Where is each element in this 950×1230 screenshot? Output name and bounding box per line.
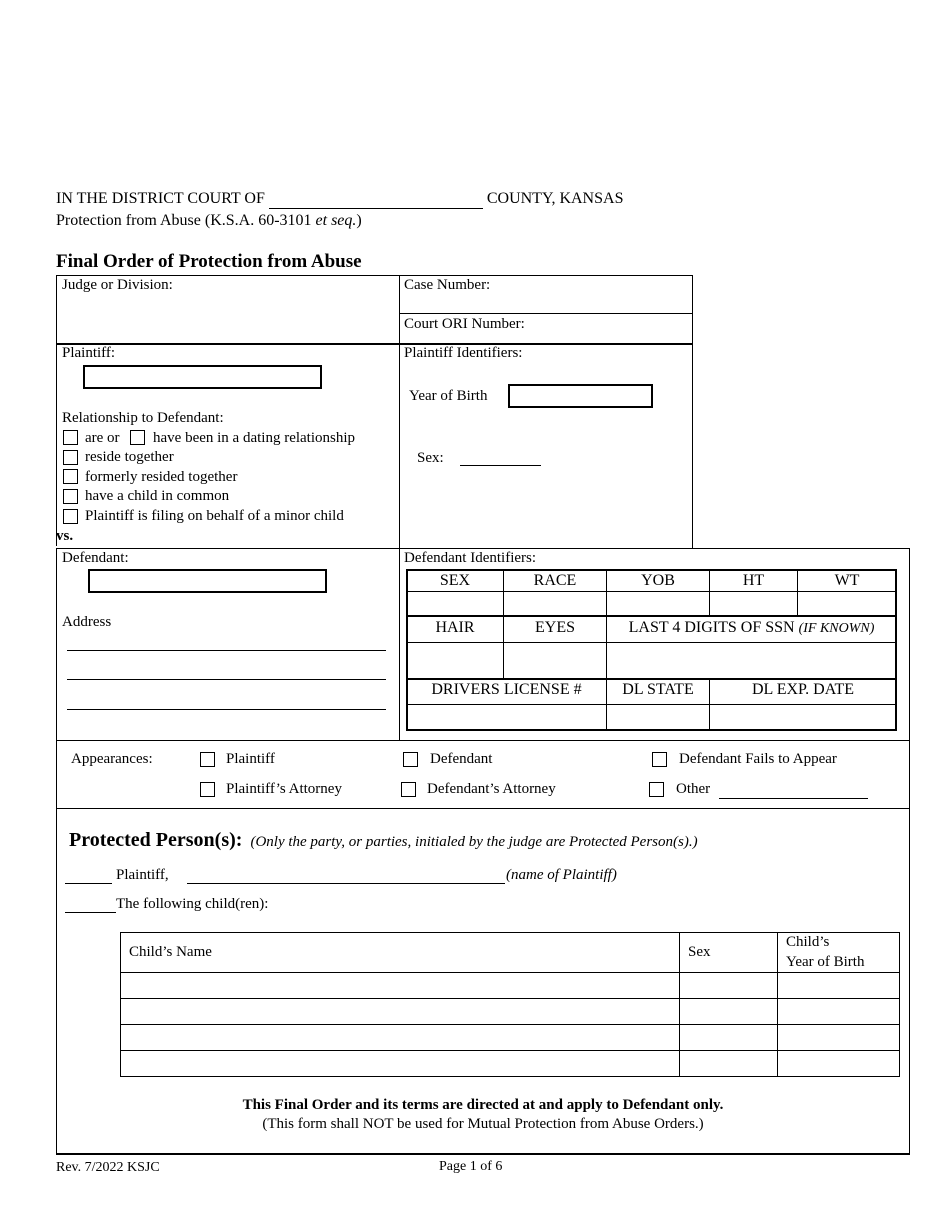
- child-name-header: Child’s Name: [129, 944, 212, 960]
- child-yob-header-2: Year of Birth: [786, 954, 865, 970]
- appearance-plaintiff-attorney-label: Plaintiff’s Attorney: [226, 781, 342, 797]
- appearances-label: Appearances:: [71, 751, 153, 767]
- plaintiff-identifiers-label: Plaintiff Identifiers:: [404, 345, 523, 361]
- appearance-other-blank[interactable]: [719, 798, 868, 799]
- reside-together-checkbox[interactable]: [63, 450, 78, 465]
- notice-bold: This Final Order and its terms are directed at and apply to Defendant only.: [242, 1097, 724, 1113]
- plaintiff-initial-blank[interactable]: [65, 883, 112, 884]
- judge-label: Judge or Division:: [62, 277, 173, 293]
- appearance-defendant-attorney-checkbox[interactable]: [401, 782, 416, 797]
- appearance-defendant-label: Defendant: [430, 751, 493, 767]
- statute-prefix: Protection from Abuse (K.S.A. 60-3101: [56, 212, 316, 229]
- plaintiff-name-blank[interactable]: [187, 883, 505, 884]
- relationship-label: Relationship to Defendant:: [62, 410, 224, 426]
- minor-child-checkbox[interactable]: [63, 509, 78, 524]
- defendant-identifiers-label: Defendant Identifiers:: [404, 550, 537, 566]
- address-label: Address: [62, 614, 112, 630]
- ssn-label: LAST 4 DIGITS OF SSN: [628, 619, 799, 636]
- children-initial-blank[interactable]: [65, 912, 116, 913]
- id-hair-header: HAIR: [435, 619, 475, 636]
- table-row[interactable]: [120, 1050, 900, 1051]
- plaintiff-name-field[interactable]: [83, 365, 322, 389]
- are-checkbox[interactable]: [63, 430, 78, 445]
- revision-label: Rev. 7/2022 KSJC: [56, 1160, 160, 1175]
- appearance-defendant-attorney-label: Defendant’s Attorney: [427, 781, 556, 797]
- id-dl-state-header: DL STATE: [622, 681, 694, 698]
- year-of-birth-label: Year of Birth: [409, 388, 488, 404]
- statute-line: [56, 212, 362, 230]
- id-eyes-header: EYES: [535, 619, 575, 636]
- children-table: [120, 932, 900, 1077]
- id-ssn-header: [607, 619, 896, 637]
- id-ht-header: HT: [742, 572, 765, 589]
- protected-heading-line: [69, 829, 698, 852]
- notice-normal: (This form shall NOT be used for Mutual Protection from Abuse Orders.): [262, 1116, 704, 1132]
- children-label: The following child(ren):: [116, 896, 269, 912]
- plaintiff-name-hint: (name of Plaintiff): [506, 867, 617, 883]
- page-number: Page 1 of 6: [439, 1159, 503, 1174]
- court-prefix: IN THE DISTRICT COURT OF: [56, 190, 265, 207]
- id-sex-header: SEX: [439, 572, 471, 589]
- appearance-plaintiff-checkbox[interactable]: [200, 752, 215, 767]
- have-been-checkbox[interactable]: [130, 430, 145, 445]
- child-sex-header: Sex: [688, 944, 711, 960]
- minor-child-label: Plaintiff is filing on behalf of a minor child: [85, 508, 344, 524]
- id-wt-header: WT: [834, 572, 860, 589]
- defendant-label: Defendant:: [62, 550, 129, 566]
- formerly-resided-checkbox[interactable]: [63, 469, 78, 484]
- appearance-fails-label: Defendant Fails to Appear: [679, 751, 837, 767]
- child-in-common-label: have a child in common: [85, 488, 230, 504]
- table-row[interactable]: [120, 1024, 900, 1025]
- appearance-fails-checkbox[interactable]: [652, 752, 667, 767]
- plaintiff-label: Plaintiff:: [62, 345, 116, 361]
- page-title: Final Order of Protection from Abuse: [56, 251, 362, 272]
- address-line-1[interactable]: [67, 650, 386, 651]
- id-dl-exp-header: DL EXP. DATE: [751, 681, 855, 698]
- identifier-grid: [406, 569, 897, 731]
- appearance-other-label: Other: [676, 781, 711, 797]
- county-blank[interactable]: [269, 190, 483, 209]
- appearance-plaintiff-label: Plaintiff: [226, 751, 275, 767]
- dating-label: have been in a dating relationship: [153, 430, 356, 446]
- appearance-other-checkbox[interactable]: [649, 782, 664, 797]
- defendant-name-field[interactable]: [88, 569, 327, 593]
- plaintiff-sex-blank[interactable]: [460, 465, 541, 466]
- formerly-resided-label: formerly resided together: [85, 469, 238, 485]
- plaintiff-yob-field[interactable]: [508, 384, 653, 408]
- are-or-label: are or: [85, 430, 120, 446]
- appearance-plaintiff-attorney-checkbox[interactable]: [200, 782, 215, 797]
- protected-heading: Protected Person(s):: [69, 829, 243, 851]
- child-in-common-checkbox[interactable]: [63, 489, 78, 504]
- id-dl-header: DRIVERS LICENSE #: [431, 681, 582, 698]
- child-yob-header-1: Child’s: [786, 934, 830, 950]
- protected-note: (Only the party, or parties, initialed by the judge are Protected Person(s).): [250, 834, 698, 850]
- court-heading: [56, 190, 623, 209]
- court-suffix: COUNTY, KANSAS: [486, 190, 624, 207]
- ssn-note: (IF KNOWN): [798, 621, 875, 636]
- court-ori-label: Court ORI Number:: [404, 316, 525, 332]
- protected-plaintiff-label: Plaintiff,: [116, 867, 169, 883]
- appearance-defendant-checkbox[interactable]: [403, 752, 418, 767]
- vs-label: vs.: [56, 528, 74, 544]
- id-race-header: RACE: [533, 572, 577, 589]
- reside-together-label: reside together: [85, 449, 174, 465]
- table-row[interactable]: [120, 998, 900, 999]
- sex-label: Sex:: [417, 450, 444, 466]
- statute-italic: et seq.: [315, 212, 357, 229]
- address-line-2[interactable]: [67, 679, 386, 680]
- id-yob-header: YOB: [641, 572, 675, 589]
- case-number-label: Case Number:: [404, 277, 491, 293]
- statute-suffix: ): [356, 212, 362, 229]
- address-line-3[interactable]: [67, 709, 386, 710]
